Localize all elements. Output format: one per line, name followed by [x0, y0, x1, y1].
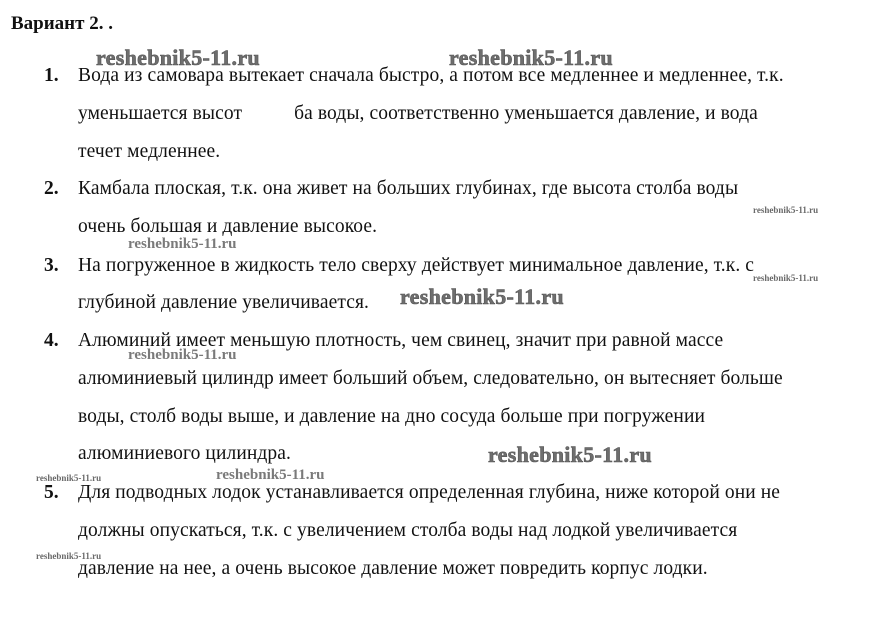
item-text-line: Алюминий имеет меньшую плотность, чем свинец, значит при равной массе	[78, 330, 724, 351]
item-text-line: Вода из самовара вытекает сначала быстро, а потом все медленнее и медленнее, т.к.	[78, 65, 784, 86]
item-text-fragment: уменьшается высот	[78, 103, 243, 124]
item-text-line: давление на нее, а очень высокое давление может повредить корпус лодки.	[78, 558, 708, 579]
item-text-line: очень большая и давление высокое.	[78, 216, 378, 237]
item-number: 4.	[44, 330, 59, 351]
item-text-line: воды, столб воды выше, и давление на дно сосуда больше при погружении	[78, 406, 706, 427]
item-text-line	[78, 103, 758, 125]
item-text-line: течет медленнее.	[78, 141, 221, 162]
watermark: reshebnik5-11.ru	[753, 273, 819, 283]
item-text-line: Для подводных лодок устанавливается определенная глубина, ниже которой они не	[78, 482, 781, 503]
item-text-line: Камбала плоская, т.к. она живет на больших глубинах, где высота столба воды	[78, 178, 739, 199]
watermark: reshebnik5-11.ru	[400, 284, 564, 309]
watermark: reshebnik5-11.ru	[128, 236, 237, 252]
watermark: reshebnik5-11.ru	[36, 551, 102, 561]
watermark: reshebnik5-11.ru	[96, 45, 260, 70]
item-number: 1.	[44, 65, 59, 86]
item-text-line: глубиной давление увеличивается.	[78, 292, 370, 313]
watermark: reshebnik5-11.ru	[753, 205, 819, 215]
watermark: reshebnik5-11.ru	[449, 45, 613, 70]
item-text-line: алюминиевого цилиндра.	[78, 443, 292, 464]
item-number: 5.	[44, 482, 59, 503]
page-title: Вариант 2. .	[11, 13, 113, 34]
item-number: 3.	[44, 255, 59, 276]
watermark: reshebnik5-11.ru	[488, 442, 652, 467]
item-text-line: должны опускаться, т.к. с увеличением столба воды над лодкой увеличивается	[78, 520, 738, 541]
watermark: reshebnik5-11.ru	[128, 347, 237, 363]
item-number: 2.	[44, 178, 59, 199]
item-text-line: алюминиевый цилиндр имеет больший объем, следовательно, он вытесняет больше	[78, 368, 783, 389]
item-text-line: На погруженное в жидкость тело сверху действует минимальное давление, т.к. с	[78, 255, 755, 276]
watermark: reshebnik5-11.ru	[216, 467, 325, 483]
watermark: reshebnik5-11.ru	[36, 473, 102, 483]
item-text-fragment: ба воды, соответственно уменьшается давление, и вода	[294, 103, 758, 124]
